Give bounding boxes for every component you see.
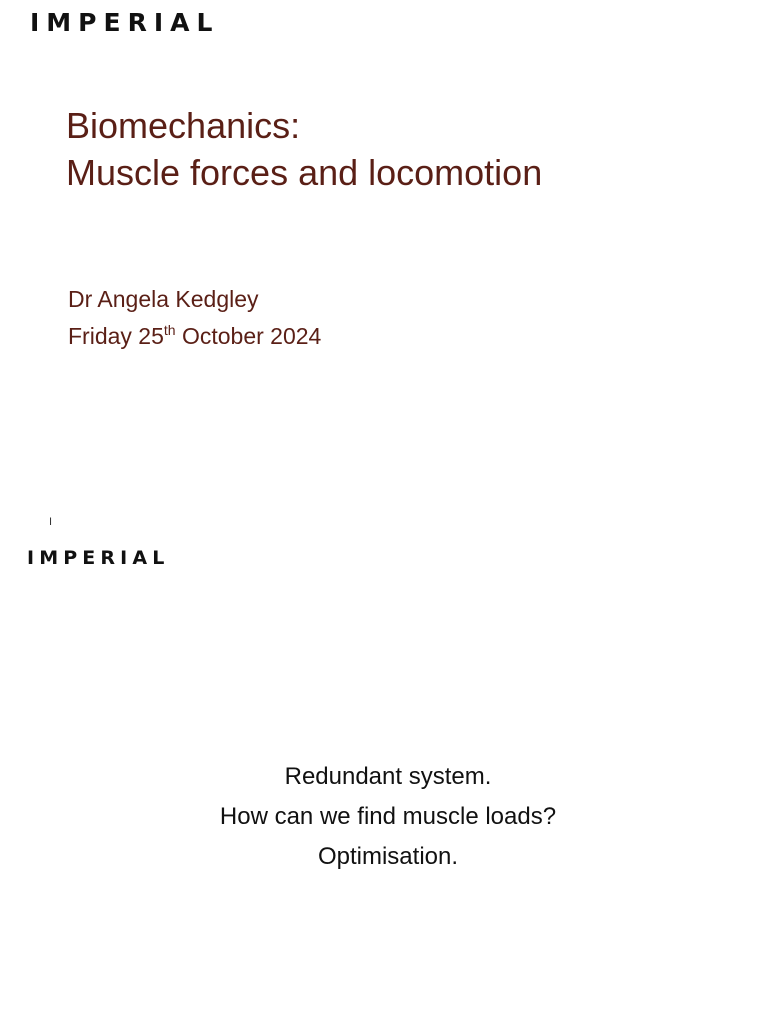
- title-line-2: Muscle forces and locomotion: [66, 152, 543, 193]
- imperial-logo: IMPERIAL: [30, 8, 220, 37]
- slide-title: [66, 102, 542, 196]
- page-number-mark: I: [49, 516, 53, 528]
- imperial-logo-slide-2: IMPERIAL: [27, 547, 170, 569]
- slide-2-body: [0, 757, 768, 877]
- title-line-1: Biomechanics:: [66, 105, 301, 146]
- body-line-2: How can we find muscle loads?: [219, 803, 557, 830]
- date-month-year: October 2024: [175, 323, 322, 349]
- body-line-3: Optimisation.: [317, 843, 459, 870]
- author-name: Dr Angela Kedgley: [68, 286, 259, 312]
- date-day: Friday 25: [68, 323, 164, 349]
- presentation-date: [68, 318, 321, 355]
- author-date-block: [68, 281, 321, 355]
- date-ordinal: th: [163, 322, 176, 338]
- body-line-1: Redundant system.: [284, 763, 492, 790]
